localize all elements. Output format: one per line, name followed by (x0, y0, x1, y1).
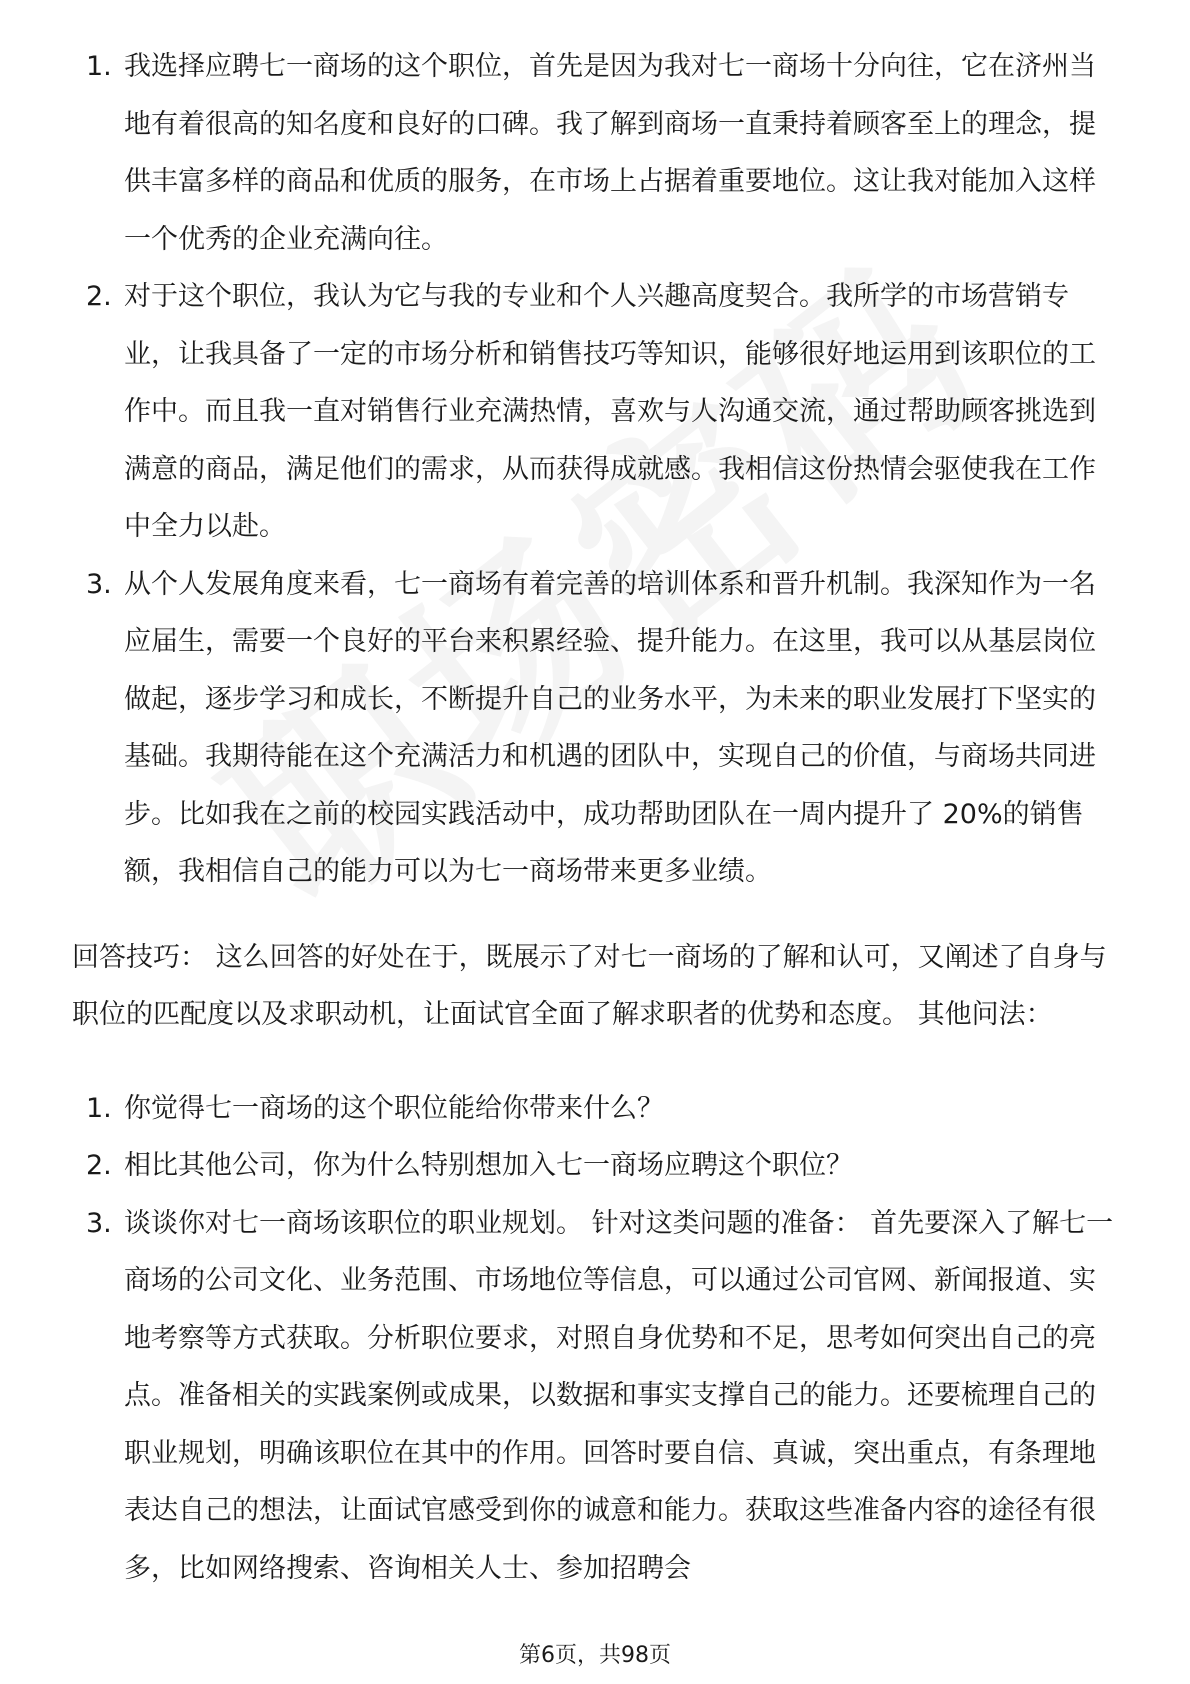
list-item (72, 1137, 1122, 1195)
list-number: 3. (86, 568, 112, 600)
document-content (72, 38, 1122, 1597)
other-questions-list (72, 1080, 1122, 1598)
list-text: 谈谈你对七一商场该职位的职业规划。 针对这类问题的准备： 首先要深入了解七一商场的公司文化、业务范围、市场地位等信息，可以通过公司官网、新闻报道、实地考察等方式获取。分析职位要求，对照自身优势和不足，思考如何突出自己的亮点。准备相关的实践案例或成果，以数据和事实支撑自己的能力。还要梳理自己的职业规划，明确该职位在其中的作用。回答时要自信、真诚，突出重点，有条理地表达自己的想法，让面试官感受到你的诚意和能力。获取这些准备内容的途径有很多，比如网络搜索、咨询相关人士、参加招聘会 (124, 1207, 1114, 1584)
list-text: 对于这个职位，我认为它与我的专业和个人兴趣高度契合。我所学的市场营销专业，让我具备了一定的市场分析和销售技巧等知识，能够很好地运用到该职位的工作中。而且我一直对销售行业充满热情，喜欢与人沟通交流，通过帮助顾客挑选到满意的商品，满足他们的需求，从而获得成就感。我相信这份热情会驱使我在工作中全力以赴。 (124, 281, 1096, 542)
list-number: 1. (86, 51, 112, 82)
list-item (72, 556, 1122, 901)
list-number: 3. (86, 1207, 112, 1239)
list-text: 我选择应聘七一商场的这个职位，首先是因为我对七一商场十分向往，它在济州当地有着很高的知名度和良好的口碑。我了解到商场一直秉持着顾客至上的理念，提供丰富多样的商品和优质的服务，在市场上占据着重要地位。这让我对能加入这样一个优秀的企业充满向往。 (124, 51, 1096, 255)
list-item (72, 268, 1122, 556)
list-text: 相比其他公司，你为什么特别想加入七一商场应聘这个职位？ (124, 1150, 853, 1181)
list-number: 1. (86, 1092, 112, 1124)
answer-tips-paragraph: 回答技巧： 这么回答的好处在于，既展示了对七一商场的了解和认可，又阐述了自身与职位的匹配度以及求职动机，让面试官全面了解求职者的优势和态度。 其他问法： (72, 941, 1107, 1030)
answer-list (72, 38, 1122, 901)
page-footer: 第6页，共98页 (519, 1643, 671, 1668)
list-item (72, 1195, 1122, 1598)
list-text: 你觉得七一商场的这个职位能给你带来什么？ (124, 1092, 664, 1124)
list-number: 2. (86, 281, 112, 312)
list-text: 从个人发展角度来看，七一商场有着完善的培训体系和晋升机制。我深知作为一名应届生，需要一个良好的平台来积累经验、提升能力。在这里，我可以从基层岗位做起，逐步学习和成长，不断提升自己的业务水平，为未来的职业发展打下坚实的基础。我期待能在这个充满活力和机遇的团队中，实现自己的价值，与商场共同进步。比如我在之前的校园实践活动中，成功帮助团队在一周内提升了 20%的销售额，我相信自己的能力可以为七一商场带来更多业绩。 (124, 568, 1096, 887)
list-number: 2. (86, 1150, 112, 1181)
list-item (72, 1080, 1122, 1138)
list-item (72, 38, 1122, 268)
